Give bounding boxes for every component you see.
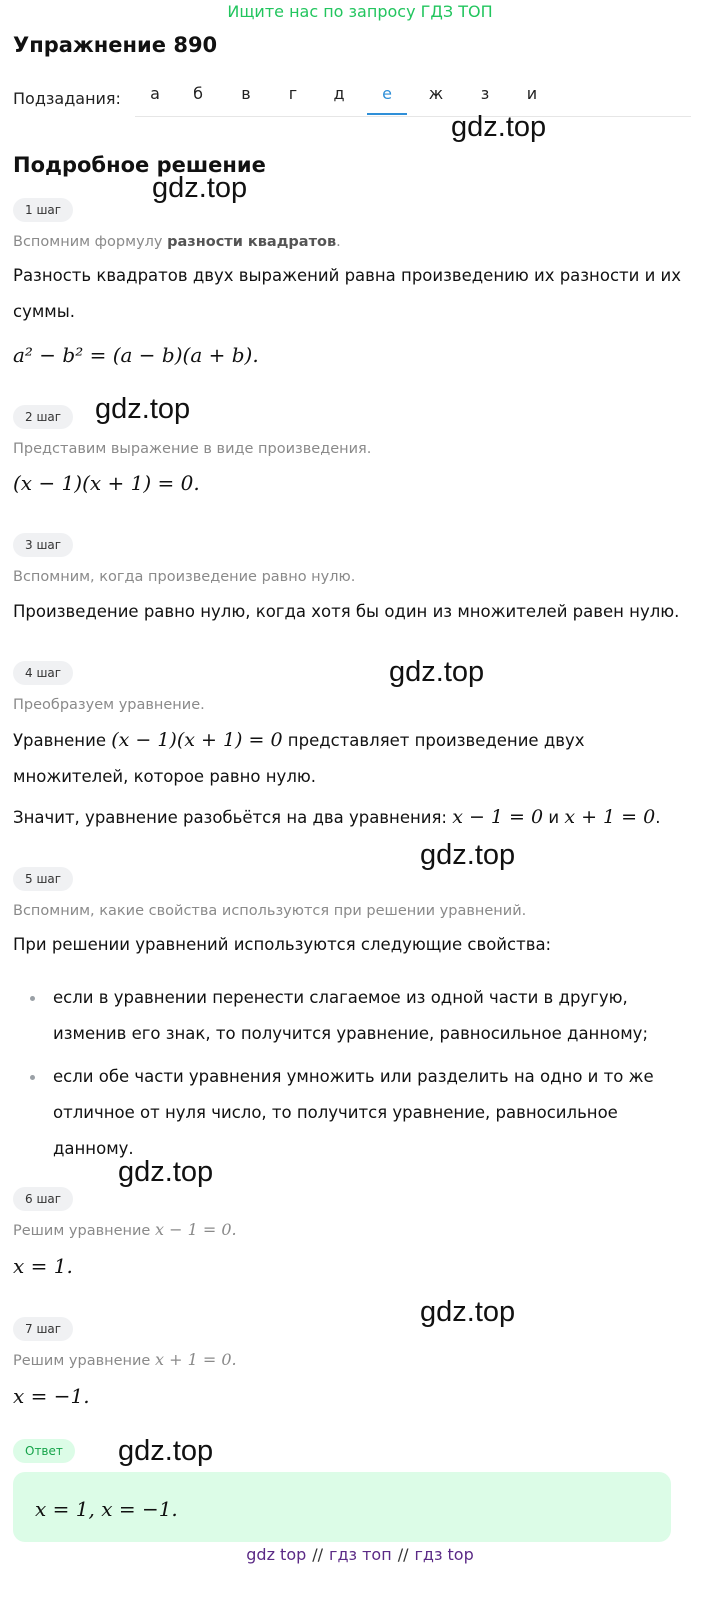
formula: (x − 1)(x + 1) = 0.: [13, 471, 200, 495]
step-badge: 2 шаг: [13, 405, 73, 429]
footer-link[interactable]: gdz top: [246, 1545, 307, 1564]
answer-box: [13, 1472, 671, 1542]
step-text: При решении уравнений используются следующие свойства:: [13, 935, 552, 954]
step-badge: 3 шаг: [13, 533, 73, 557]
text-part: Уравнение: [13, 731, 112, 750]
hint-text: Решим уравнение: [13, 1223, 155, 1239]
step-text: Разность квадратов двух выражений равна произведению их разности и их суммы.: [13, 266, 682, 321]
tab-i[interactable]: и: [526, 84, 538, 103]
formula: x = −1.: [13, 1384, 90, 1408]
answer-badge: Ответ: [13, 1439, 75, 1463]
inline-formula: (x − 1)(x + 1) = 0: [111, 729, 283, 751]
watermark: gdz.top: [451, 111, 547, 143]
tab-g[interactable]: г: [288, 84, 298, 103]
tab-d[interactable]: д: [333, 84, 345, 103]
step-badge: 7 шаг: [13, 1317, 73, 1341]
tab-zh[interactable]: ж: [428, 84, 444, 103]
formula: x = 1.: [13, 1254, 73, 1278]
footer-separator: //: [397, 1545, 409, 1564]
list-item: если в уравнении перенести слагаемое из одной части в другую, изменив его знак, то получится уравнение, равносильное данному;: [13, 980, 693, 1052]
watermark: gdz.top: [118, 1435, 214, 1467]
watermark: gdz.top: [420, 1296, 516, 1328]
tab-v[interactable]: в: [241, 84, 251, 103]
section-title: Подробное решение: [13, 153, 266, 177]
subtasks-label: Подзадания:: [13, 88, 121, 108]
step-badge: 6 шаг: [13, 1187, 73, 1211]
properties-list: [13, 980, 693, 1174]
step-text: [13, 799, 693, 836]
step-hint: [13, 231, 341, 253]
step-hint: Преобразуем уравнение.: [13, 697, 205, 713]
subtasks-row: [13, 80, 135, 116]
step-hint: Вспомним, какие свойства используются при решении уравнений.: [13, 903, 527, 919]
step-hint: [13, 1349, 237, 1372]
text-part: и: [543, 808, 565, 827]
watermark: gdz.top: [118, 1156, 214, 1188]
watermark: gdz.top: [420, 839, 516, 871]
inline-formula: x − 1 = 0: [452, 806, 544, 828]
footer-links: [0, 1543, 720, 1567]
step-hint: [13, 1219, 237, 1242]
text-part: .: [655, 808, 661, 827]
watermark: gdz.top: [389, 656, 485, 688]
subtask-tabs: [135, 76, 691, 117]
text-part: Значит, уравнение разобьётся на два уравнения:: [13, 808, 453, 827]
step-badge: 4 шаг: [13, 661, 73, 685]
tab-a[interactable]: а: [150, 84, 160, 103]
top-banner: Ищите нас по запросу ГДЗ ТОП: [227, 2, 493, 21]
formula: a² − b² = (a − b)(a + b).: [13, 343, 259, 367]
footer-link[interactable]: гдз top: [414, 1545, 474, 1564]
step-badge: 5 шаг: [13, 867, 73, 891]
step-hint: Представим выражение в виде произведения.: [13, 441, 372, 457]
list-item: если обе части уравнения умножить или разделить на одно и то же отличное от нуля число, то получится уравнение, равносильное данному.: [13, 1059, 693, 1167]
watermark: gdz.top: [152, 172, 248, 204]
hint-bold: разности квадратов: [167, 234, 337, 250]
tab-b[interactable]: б: [193, 84, 203, 103]
watermark: gdz.top: [95, 393, 191, 425]
text-part: представляет произведение двух множителей, которое равно нулю.: [13, 731, 585, 786]
step-text: Произведение равно нулю, когда хотя бы один из множителей равен нулю.: [13, 602, 680, 621]
tab-z[interactable]: з: [480, 84, 490, 103]
footer-separator: //: [312, 1545, 324, 1564]
footer-link[interactable]: гдз топ: [329, 1545, 392, 1564]
step-hint: Вспомним, когда произведение равно нулю.: [13, 569, 356, 585]
step-badge: 1 шаг: [13, 198, 73, 222]
hint-formula: x + 1 = 0.: [154, 1350, 237, 1369]
inline-formula: x + 1 = 0: [564, 806, 656, 828]
hint-text: Решим уравнение: [13, 1353, 155, 1369]
hint-text: Вспомним формулу: [13, 234, 168, 250]
step-text: [13, 722, 613, 795]
tab-e[interactable]: е: [367, 76, 407, 115]
answer-formula: x = 1, x = −1.: [35, 1497, 178, 1521]
page-title: Упражнение 890: [13, 33, 218, 57]
hint-formula: x − 1 = 0.: [154, 1220, 237, 1239]
hint-text: .: [336, 234, 341, 250]
